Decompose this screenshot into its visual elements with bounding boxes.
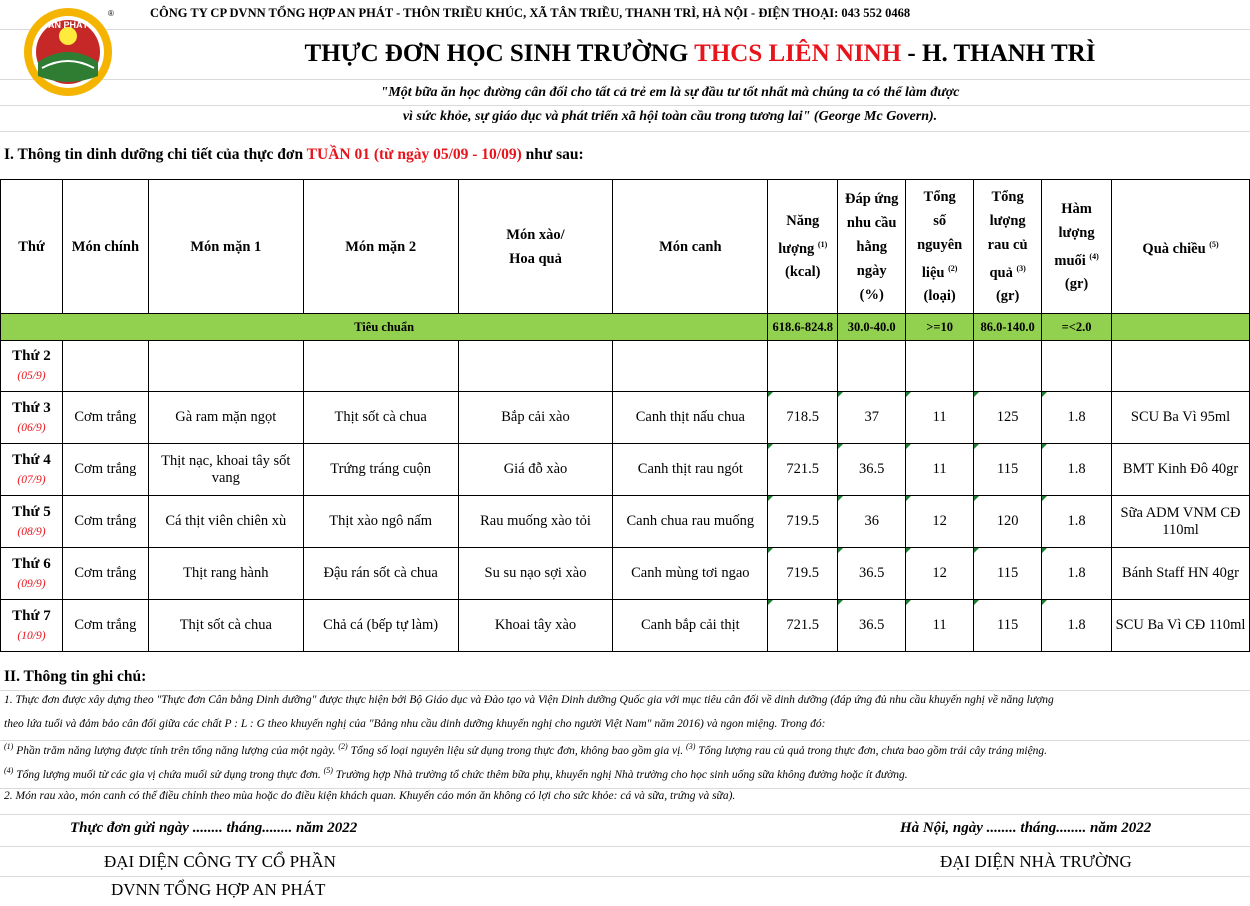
- snack-cell: SCU Ba Vì 95ml: [1112, 392, 1250, 444]
- salty2-cell: Thịt xào ngô nấm: [303, 496, 458, 548]
- table-header-row: [1, 180, 1250, 314]
- header-salty1: Món mặn 1: [148, 180, 303, 314]
- note-1-line-1: 1. Thực đơn được xây dựng theo "Thực đơn Cân bằng Dinh dưỡng" được thực hiện bởi Bộ Giáo dục và Đào tạo và Viện Dinh dưỡng Quốc gia với mục tiêu cân đối về dinh dưỡng (đáp ứng đủ nhu cầu khuyến nghị về năng lượng: [4, 694, 1054, 706]
- salt-cell: 1.8: [1042, 600, 1112, 652]
- meet-cell: 36.5: [838, 548, 906, 600]
- day-cell: [1, 444, 63, 496]
- company-line: CÔNG TY CP DVNN TỔNG HỢP AN PHÁT - THÔN TRIỀU KHÚC, XÃ TÂN TRIỀU, THANH TRÌ, HÀ NỘI - ĐIỆN THOẠI: 043 552 0468: [150, 6, 911, 20]
- energy-cell: 718.5: [768, 392, 838, 444]
- note-1-line-2: theo lứa tuổi và đảm bảo cân đối giữa các chất P : L : G theo khuyến nghị của "Bảng nhu cầu dinh dưỡng khuyến nghị cho người Việt Nam" năm 2016) và ngon miệng. Trong đó:: [4, 718, 826, 730]
- ingr-cell: 11: [906, 392, 974, 444]
- title-suffix: - H. THANH TRÌ: [901, 40, 1096, 67]
- header-snack: Quà chiều $^{(5)}$: [1112, 180, 1250, 314]
- header-main: Món chính: [62, 180, 148, 314]
- day-date: (07/9): [17, 473, 46, 486]
- snack-cell: SCU Ba Vì CĐ 110ml: [1112, 600, 1250, 652]
- logo-text: AN PHÁT: [48, 20, 88, 30]
- note-footnotes-2: $^{(4)}$ Tổng lượng muối từ các gia vị chứa muối sử dụng trong thực đơn. $^{(5)}$ Trường hợp Nhà trường tổ chức thêm bữa phụ, khuyến nghị Nhà trường cho học sinh uống sữa không đường hoặc ít đường.: [4, 766, 908, 781]
- section-1-suffix: như sau:: [521, 146, 584, 163]
- soup-cell: Canh thịt rau ngót: [613, 444, 768, 496]
- day-cell: [1, 548, 63, 600]
- veg-cell: 115: [974, 548, 1042, 600]
- company-logo: [22, 6, 114, 98]
- main-cell: Cơm trắng: [62, 600, 148, 652]
- salt-cell: 1.8: [1042, 444, 1112, 496]
- salty1-cell: [148, 341, 303, 392]
- day-date: (08/9): [17, 525, 46, 538]
- salty2-cell: Đậu rán sốt cà chua: [303, 548, 458, 600]
- stirfry-cell: [458, 341, 613, 392]
- salt-cell: 1.8: [1042, 392, 1112, 444]
- salty1-cell: Cá thịt viên chiên xù: [148, 496, 303, 548]
- meet-cell: 36: [838, 496, 906, 548]
- day-date: (05/9): [17, 370, 46, 382]
- grid-line: [0, 740, 1250, 741]
- veg-cell: [974, 341, 1042, 392]
- quote-line-2: vì sức khỏe, sự giáo dục và phát triển xã hội toàn cầu trong tương lai" (George Mc Govern).: [402, 109, 938, 124]
- company-date-line: Thực đơn gửi ngày ........ tháng........ năm 2022: [70, 820, 358, 836]
- salty1-cell: Thịt rang hành: [148, 548, 303, 600]
- stirfry-cell: Khoai tây xào: [458, 600, 613, 652]
- header-soup: Món canh: [613, 180, 768, 314]
- day-cell: [1, 496, 63, 548]
- ingr-cell: 11: [906, 444, 974, 496]
- snack-cell: Sữa ADM VNM CĐ 110ml: [1112, 496, 1250, 548]
- header-energy: Năng lượng $^{(1)}$ (kcal): [768, 180, 838, 314]
- salt-cell: 1.8: [1042, 548, 1112, 600]
- header-ingredients: Tổng số nguyên liệu $^{(2)}$ (loại): [906, 180, 974, 314]
- day-date: (09/9): [17, 577, 46, 590]
- standard-salt: =<2.0: [1042, 314, 1112, 341]
- energy-cell: 721.5: [768, 600, 838, 652]
- energy-cell: 719.5: [768, 548, 838, 600]
- grid-line: [0, 876, 1250, 877]
- section-1-prefix: I. Thông tin dinh dưỡng chi tiết của thực đơn: [4, 146, 307, 163]
- menu-table: [0, 179, 1250, 652]
- table-row: [1, 496, 1250, 548]
- main-cell: Cơm trắng: [62, 392, 148, 444]
- meet-cell: [838, 341, 906, 392]
- day-label: Thứ 4: [12, 451, 51, 468]
- salty1-cell: Thịt sốt cà chua: [148, 600, 303, 652]
- header-day: Thứ: [1, 180, 63, 314]
- salty2-cell: Trứng tráng cuộn: [303, 444, 458, 496]
- table-row: [1, 392, 1250, 444]
- header-meet: Đáp ứng nhu cầu hằng ngày (%): [838, 180, 906, 314]
- section-1-week: TUẦN 01 (từ ngày 05/09 - 10/09): [306, 146, 522, 163]
- title-prefix: THỰC ĐƠN HỌC SINH TRƯỜNG: [304, 40, 695, 67]
- veg-cell: 115: [974, 600, 1042, 652]
- note-2: 2. Món rau xào, món canh có thể điều chỉnh theo mùa hoặc do điều kiện khách quan. Khuyến cáo món ăn không có lợi cho sức khỏe: cá và sữa, trứng và sữa).: [4, 790, 736, 802]
- menu-rows: [1, 341, 1250, 652]
- day-label: Thứ 5: [12, 503, 51, 520]
- table-row: [1, 600, 1250, 652]
- standard-energy: 618.6-824.8: [768, 314, 838, 341]
- snack-cell: Bánh Staff HN 40gr: [1112, 548, 1250, 600]
- grid-line: [0, 29, 1250, 30]
- salty1-cell: Gà ram mặn ngọt: [148, 392, 303, 444]
- page-title: [150, 40, 1250, 68]
- day-cell: [1, 341, 63, 392]
- standard-snack: [1112, 314, 1250, 341]
- day-cell: [1, 600, 63, 652]
- grid-line: [0, 814, 1250, 815]
- standard-row: [1, 314, 1250, 341]
- day-label: Thứ 7: [12, 607, 51, 624]
- stirfry-cell: Rau muống xào tỏi: [458, 496, 613, 548]
- meet-cell: 36.5: [838, 444, 906, 496]
- meet-cell: 36.5: [838, 600, 906, 652]
- meet-cell: 37: [838, 392, 906, 444]
- snack-cell: BMT Kinh Đô 40gr: [1112, 444, 1250, 496]
- header-vegetables: Tổng lượng rau củ quả $^{(3)}$ (gr): [974, 180, 1042, 314]
- salt-cell: 1.8: [1042, 496, 1112, 548]
- grid-line: [0, 131, 1250, 132]
- soup-cell: [613, 341, 768, 392]
- ingr-cell: 12: [906, 548, 974, 600]
- header-salty2: Món mặn 2: [303, 180, 458, 314]
- main-cell: [62, 341, 148, 392]
- header-salt: Hàm lượng muối $^{(4)}$ (gr): [1042, 180, 1112, 314]
- company-representative-line-1: ĐẠI DIỆN CÔNG TY CỔ PHẦN: [104, 852, 336, 871]
- stirfry-cell: Giá đỗ xào: [458, 444, 613, 496]
- energy-cell: [768, 341, 838, 392]
- company-representative-line-2: DVNN TỔNG HỢP AN PHÁT: [111, 880, 326, 899]
- grid-line: [0, 690, 1250, 691]
- soup-cell: Canh thịt nấu chua: [613, 392, 768, 444]
- salty1-cell: Thịt nạc, khoai tây sốt vang: [148, 444, 303, 496]
- energy-cell: 719.5: [768, 496, 838, 548]
- day-label: Thứ 2: [12, 348, 51, 364]
- header-stirfry: Món xào/ Hoa quả: [458, 180, 613, 314]
- grid-line: [0, 788, 1250, 789]
- veg-cell: 125: [974, 392, 1042, 444]
- note-footnotes-1: $^{(1)}$ Phần trăm năng lượng được tính trên tổng năng lượng của một ngày. $^{(2)}$ Tổng số loại nguyên liệu sử dụng trong thực đơn, không bao gồm gia vị. $^{(3)}$ Tổng lượng rau củ quả trong thực đơn, chưa bao gồm trái cây tráng miệng.: [4, 742, 1048, 757]
- soup-cell: Canh mùng tơi ngao: [613, 548, 768, 600]
- snack-cell: [1112, 341, 1250, 392]
- veg-cell: 115: [974, 444, 1042, 496]
- school-date-line: Hà Nội, ngày ........ tháng........ năm 2022: [900, 820, 1152, 836]
- salty2-cell: Thịt sốt cà chua: [303, 392, 458, 444]
- main-cell: Cơm trắng: [62, 444, 148, 496]
- table-row: [1, 548, 1250, 600]
- soup-cell: Canh bắp cải thịt: [613, 600, 768, 652]
- grid-line: [0, 79, 1250, 80]
- standard-ingredients: >=10: [906, 314, 974, 341]
- main-cell: Cơm trắng: [62, 548, 148, 600]
- veg-cell: 120: [974, 496, 1042, 548]
- ingr-cell: [906, 341, 974, 392]
- table-row: [1, 341, 1250, 392]
- standard-meet: 30.0-40.0: [838, 314, 906, 341]
- stirfry-cell: Su su nạo sợi xào: [458, 548, 613, 600]
- section-1-title: [4, 146, 584, 164]
- day-label: Thứ 3: [12, 399, 51, 416]
- ingr-cell: 12: [906, 496, 974, 548]
- grid-line: [0, 846, 1250, 847]
- salty2-cell: Chả cá (bếp tự làm): [303, 600, 458, 652]
- quote-line-1: "Một bữa ăn học đường cân đối cho tất cả trẻ em là sự đầu tư tốt nhất mà chúng ta có thể làm được: [380, 85, 960, 100]
- title-school: THCS LIÊN NINH: [694, 40, 902, 67]
- table-row: [1, 444, 1250, 496]
- stirfry-cell: Bắp cải xào: [458, 392, 613, 444]
- day-cell: [1, 392, 63, 444]
- section-2-title: II. Thông tin ghi chú:: [4, 668, 147, 685]
- grid-line: [0, 105, 1250, 106]
- registered-mark: ®: [108, 9, 114, 18]
- day-label: Thứ 6: [12, 555, 51, 572]
- salt-cell: [1042, 341, 1112, 392]
- standard-label: Tiêu chuẩn: [1, 314, 768, 341]
- main-cell: Cơm trắng: [62, 496, 148, 548]
- salty2-cell: [303, 341, 458, 392]
- ingr-cell: 11: [906, 600, 974, 652]
- standard-vegetables: 86.0-140.0: [974, 314, 1042, 341]
- soup-cell: Canh chua rau muống: [613, 496, 768, 548]
- day-date: (10/9): [17, 629, 46, 642]
- day-date: (06/9): [17, 421, 46, 434]
- school-representative: ĐẠI DIỆN NHÀ TRƯỜNG: [940, 852, 1132, 871]
- energy-cell: 721.5: [768, 444, 838, 496]
